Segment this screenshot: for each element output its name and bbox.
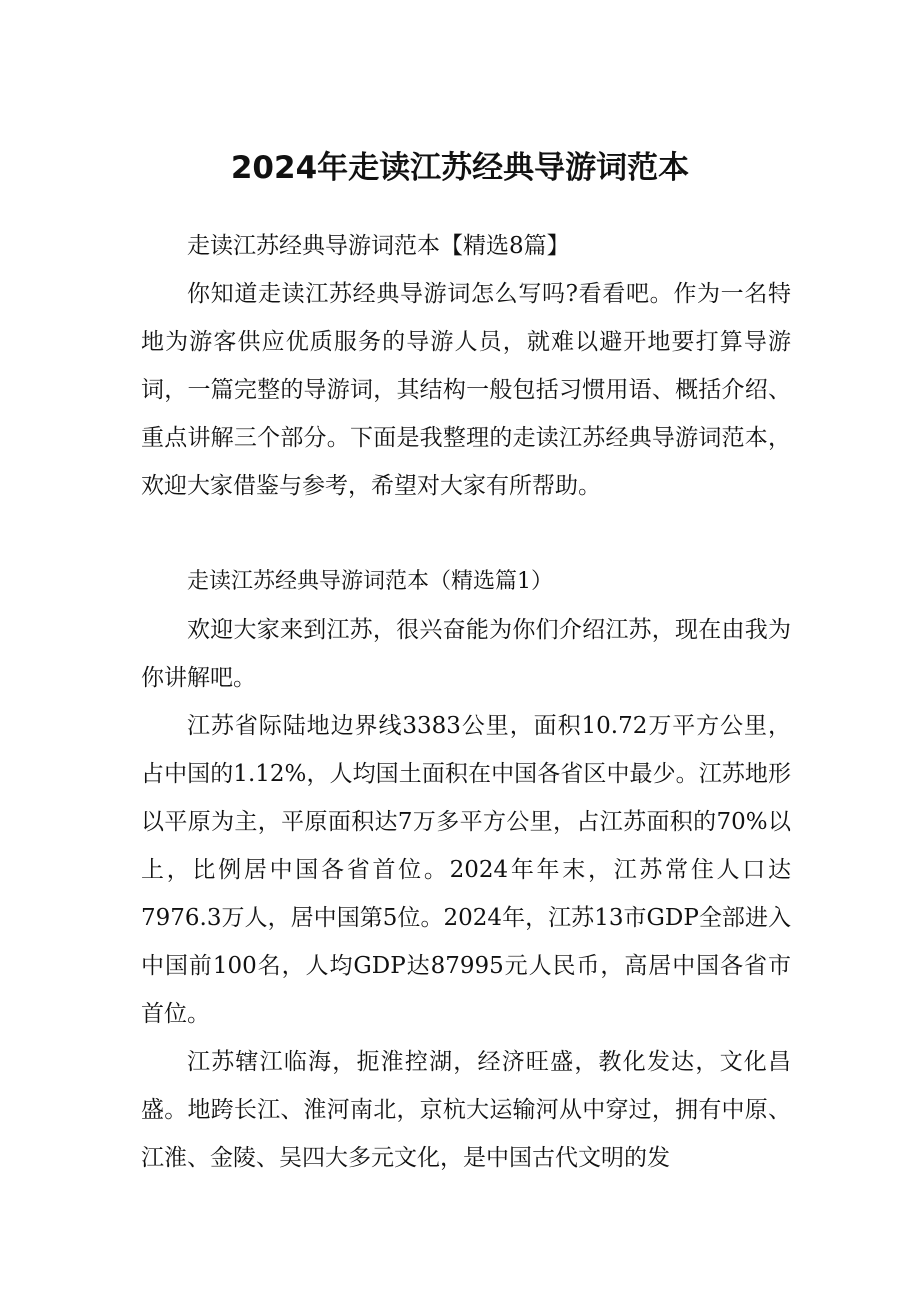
- section-spacer: [141, 510, 791, 558]
- body-paragraph: 江苏省际陆地边界线3383公里，面积10.72万平方公里，占中国的1.12%，人均国土面积在中国各省区中最少。江苏地形以平原为主，平原面积达7万多平方公里，占江苏面积的70%以上，比例居中国各省首位。2024年年末，江苏常住人口达7976.3万人，居中国第5位。2024年，江苏13市GDP全部进入中国前100名，人均GDP达87995元人民币，高居中国各省市首位。: [141, 713, 791, 1027]
- body-paragraph: 欢迎大家来到江苏，很兴奋能为你们介绍江苏，现在由我为你讲解吧。: [141, 617, 791, 691]
- body-paragraph: 江苏辖江临海，扼淮控湖，经济旺盛，教化发达，文化昌盛。地跨长江、淮河南北，京杭大运输河从中穿过，拥有中原、江淮、金陵、吴四大多元文化，是中国古代文明的发: [141, 1049, 791, 1171]
- document-title: 2024年走读江苏经典导游词范本: [230, 150, 690, 186]
- document-subtitle: 走读江苏经典导游词范本【精选8篇】: [187, 233, 570, 259]
- document-body: [141, 222, 791, 1182]
- intro-paragraph: 你知道走读江苏经典导游词怎么写吗?看看吧。作为一名特地为游客供应优质服务的导游人员，就难以避开地要打算导游词，一篇完整的导游词，其结构一般包括习惯用语、概括介绍、重点讲解三个部分。下面是我整理的走读江苏经典导游词范本，欢迎大家借鉴与参考，希望对大家有所帮助。: [141, 281, 791, 499]
- section-heading: 走读江苏经典导游词范本（精选篇1）: [187, 569, 553, 594]
